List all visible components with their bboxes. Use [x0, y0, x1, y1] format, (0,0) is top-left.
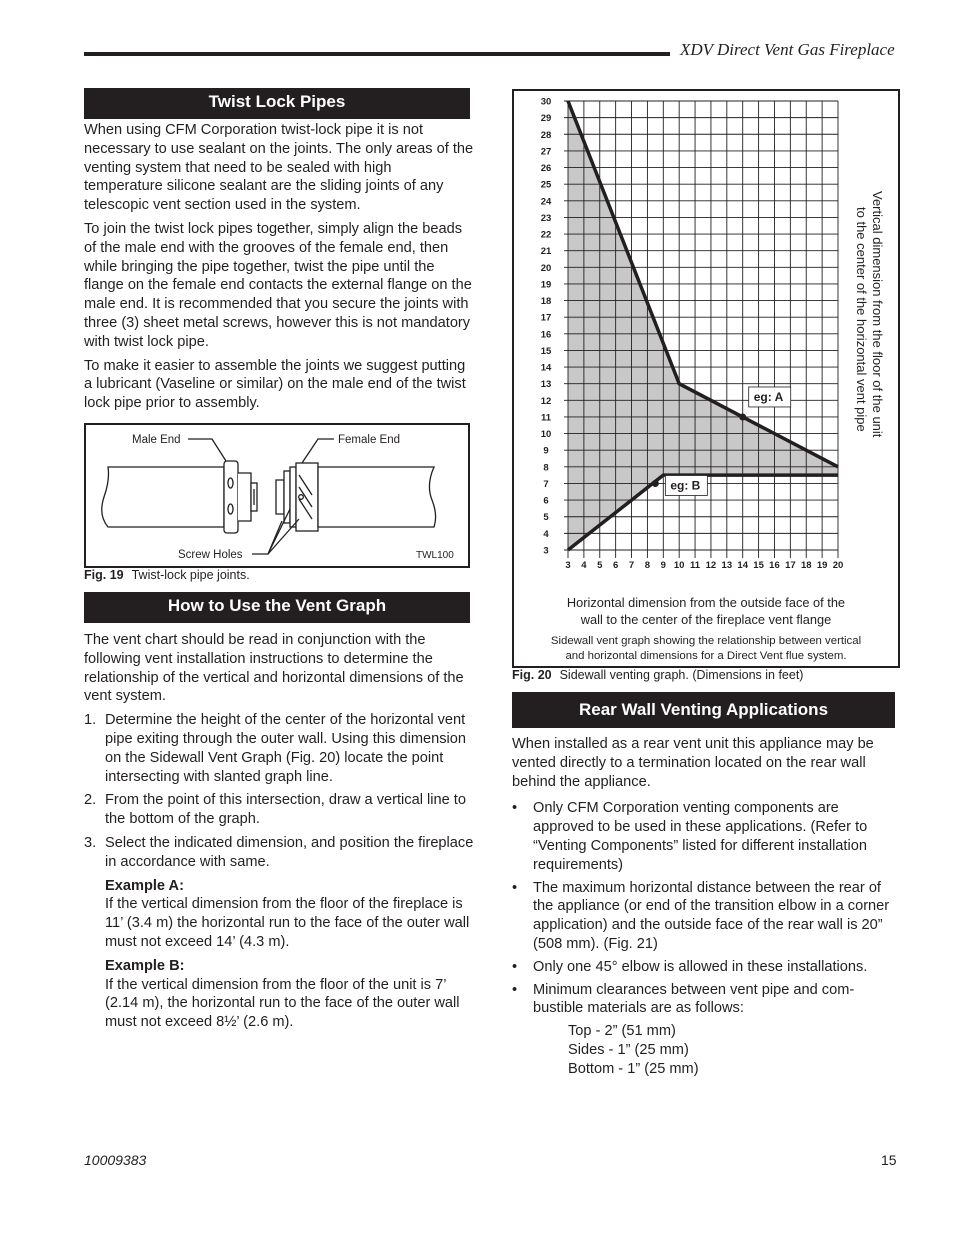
x-axis-title-line-1: Horizontal dimension from the outside face of the	[566, 595, 846, 610]
x-tick-label: 14	[737, 560, 748, 571]
clearance-sides: Sides - 1” (25 mm)	[568, 1041, 689, 1058]
y-tick-label: 21	[540, 246, 552, 258]
x-tick-label: 18	[800, 560, 812, 571]
list-item	[512, 958, 897, 977]
y-tick-label: 5	[543, 512, 549, 524]
paragraph: To make it easier to assemble the joints we suggest putting a lubricant (Vaseline or similar) on the male end of the twist lock pipe prior to assembly.	[84, 357, 466, 412]
bullet-text: Minimum clearances between vent pipe and com-bustible materials are as follows:	[533, 981, 855, 1017]
x-tick-label: 19	[816, 560, 828, 571]
y-tick-label: 25	[540, 179, 552, 191]
y-tick-label: 3	[543, 545, 549, 557]
list-item	[512, 981, 897, 1019]
vent-graph-text	[84, 631, 474, 1037]
example-b	[84, 957, 474, 1032]
example-a-text: If the vertical dimension from the floor of the fireplace is 11’ (3.4 m) the horizontal run to the face of the outer wall must not exceed 14’ (4.3 m).	[105, 896, 470, 950]
x-tick-label: 3	[565, 560, 571, 571]
example-a-title: Example A:	[105, 877, 184, 894]
graph-note-line-1: Sidewall vent graph showing the relationship between vertical	[550, 635, 862, 647]
fig20-caption-text: Sidewall venting graph. (Dimensions in feet)	[559, 668, 804, 682]
x-tick-label: 15	[753, 560, 764, 571]
y-tick-label: 6	[543, 495, 549, 507]
y-tick-label: 26	[540, 163, 552, 175]
bullet: •	[512, 879, 518, 896]
twist-lock-diagram	[86, 425, 468, 566]
header-rule	[84, 52, 670, 56]
list-item	[512, 879, 897, 954]
clearance-top: Top - 2” (51 mm)	[568, 1023, 676, 1040]
bullet-text: The maximum horizontal distance between the rear of the appliance (or end of the transition elbow in a corner application) and the outside face of the rear wall is 20” (508 mm). (Fig. 21)	[533, 879, 890, 952]
list-item	[84, 711, 474, 786]
paragraph: To join the twist lock pipes together, simply align the beads of the male end with the grooves of the female end, then while bringing the pipe together, twist the pipe until the flange on the female end contacts the external flange on the male end. It is recommended that you secure the joints with three (3) sheet metal screws, however this is not mandatory with twist lock pipe.	[84, 220, 472, 350]
steps-list	[84, 711, 474, 871]
step-text: Determine the height of the center of the horizontal vent pipe exiting through the outer wall. Using this dimension on the Sidewall Vent Graph (Fig. 20) locate the point intersecting with slanted graph line.	[105, 712, 466, 785]
screw-holes-label: Screw Holes	[178, 549, 243, 561]
y-tick-label: 17	[540, 312, 552, 324]
y-tick-label: 19	[540, 279, 552, 291]
fig19-caption-text: Twist-lock pipe joints.	[131, 568, 250, 582]
y-tick-label: 4	[543, 528, 549, 540]
fig19-caption-num: Fig. 19	[84, 568, 124, 582]
step-number: 1.	[84, 712, 97, 729]
example-b-label: eg: B	[670, 478, 701, 493]
graph-note-line-2: and horizontal dimensions for a Direct Vent flue system.	[565, 650, 847, 662]
fig19-caption	[84, 568, 250, 582]
y-tick-label: 9	[543, 445, 549, 457]
vent-graph-heading: How to Use the Vent Graph	[84, 592, 470, 623]
male-end-label: Male End	[132, 434, 181, 446]
list-item	[84, 791, 474, 829]
y-tick-label: 10	[540, 429, 552, 441]
example-a-label: eg: A	[753, 389, 784, 404]
example-a-point	[739, 413, 746, 420]
rear-wall-bullets	[512, 799, 897, 1018]
x-tick-label: 16	[769, 560, 780, 571]
example-a	[84, 877, 474, 952]
clearance-list	[512, 1022, 897, 1078]
x-tick-label: 5	[597, 560, 603, 571]
female-end-label: Female End	[338, 434, 401, 446]
figure-code: TWL100	[416, 550, 454, 561]
page-number: 15	[881, 1152, 897, 1168]
y-axis-title-line-2: to the center of the horizontal vent pipe	[854, 207, 869, 432]
step-text: From the point of this intersection, draw a vertical line to the bottom of the graph.	[105, 792, 466, 828]
sidewall-vent-graph	[514, 91, 898, 666]
y-tick-label: 12	[540, 395, 552, 407]
y-tick-label: 13	[540, 379, 552, 391]
y-tick-label: 23	[540, 212, 552, 224]
fig20-caption-num: Fig. 20	[512, 668, 552, 682]
fig20-caption	[512, 668, 803, 682]
x-tick-label: 13	[721, 560, 733, 571]
x-tick-label: 6	[612, 560, 619, 571]
bullet: •	[512, 958, 518, 975]
y-tick-label: 15	[540, 345, 552, 357]
x-tick-label: 11	[690, 560, 701, 571]
x-tick-label: 10	[673, 560, 685, 571]
list-item	[84, 834, 474, 872]
y-tick-label: 22	[540, 229, 552, 241]
twist-lock-figure	[84, 423, 470, 568]
step-text: Select the indicated dimension, and position the fireplace in accordance with same.	[105, 834, 474, 870]
y-tick-label: 27	[540, 146, 552, 158]
rear-wall-text	[512, 735, 897, 1079]
bullet: •	[512, 981, 518, 998]
paragraph: When installed as a rear vent unit this appliance may be vented directly to a termination located on the rear wall behind the appliance.	[512, 736, 874, 790]
example-b-point	[652, 480, 659, 487]
x-axis-title-line-2: wall to the center of the fireplace vent flange	[580, 612, 832, 627]
bullet: •	[512, 800, 518, 817]
x-tick-label: 7	[628, 560, 635, 571]
header-title: XDV Direct Vent Gas Fireplace	[680, 40, 895, 59]
rear-wall-heading: Rear Wall Venting Applications	[512, 692, 895, 728]
x-tick-label: 9	[660, 560, 666, 571]
twist-lock-heading: Twist Lock Pipes	[84, 88, 470, 119]
list-item	[512, 799, 897, 874]
y-axis-title-line-1: Vertical dimension from the floor of the unit	[870, 191, 885, 438]
y-tick-label: 24	[540, 196, 552, 208]
vent-graph-figure	[512, 89, 900, 668]
bullet-text: Only CFM Corporation venting components are approved to be used in these applications. (Refer to “Venting Components” listed for different installation requirements)	[533, 800, 868, 873]
y-tick-label: 7	[543, 478, 549, 490]
twist-lock-text	[84, 121, 474, 418]
y-tick-label: 29	[540, 113, 552, 125]
y-tick-label: 14	[540, 362, 552, 374]
paragraph: When using CFM Corporation twist-lock pipe it is not necessary to use sealant on the joints. The only areas of the venting system that need to be sealed with high temperature silicone sealant are the sliding joints of any telescopic vent section used in the system.	[84, 122, 474, 214]
document-number: 10009383	[84, 1152, 147, 1168]
y-tick-label: 20	[540, 262, 552, 274]
y-tick-label: 28	[540, 129, 552, 141]
y-tick-label: 18	[540, 296, 552, 308]
bullet-text: Only one 45° elbow is allowed in these installations.	[533, 958, 868, 975]
step-number: 3.	[84, 834, 97, 851]
y-tick-label: 30	[540, 96, 552, 108]
x-tick-label: 4	[581, 560, 587, 571]
example-b-text: If the vertical dimension from the floor of the unit is 7’ (2.14 m), the horizontal run to the face of the outer wall must not exceed 8½’ (2.6 m).	[105, 976, 460, 1031]
y-tick-label: 8	[543, 462, 549, 474]
y-tick-label: 16	[540, 329, 552, 341]
paragraph: The vent chart should be read in conjunction with the following vent installation instructions to determine the relationship of the vertical and horizontal dimensions of the vent system.	[84, 632, 464, 705]
y-tick-label: 11	[540, 412, 552, 424]
x-tick-label: 20	[832, 560, 844, 571]
clearance-bottom: Bottom - 1” (25 mm)	[568, 1060, 699, 1077]
x-tick-label: 8	[644, 560, 651, 571]
example-b-title: Example B:	[105, 957, 185, 974]
x-tick-label: 17	[785, 560, 796, 571]
step-number: 2.	[84, 792, 97, 809]
x-tick-label: 12	[705, 560, 717, 571]
